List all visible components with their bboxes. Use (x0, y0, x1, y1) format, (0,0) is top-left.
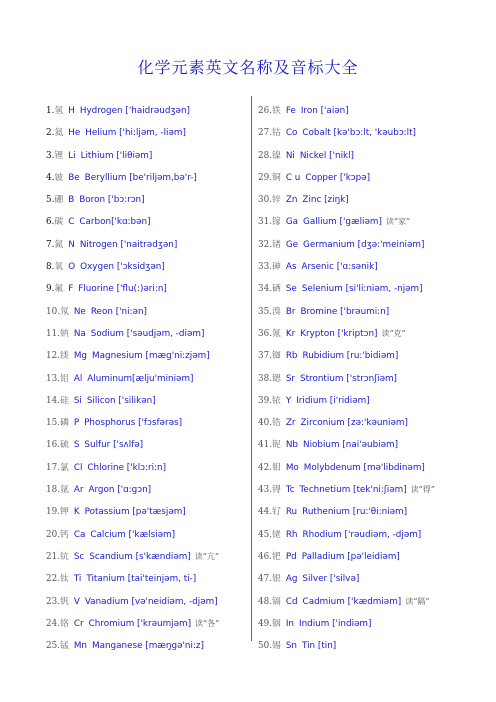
element-row (46, 211, 244, 233)
element-symbol: Sr (285, 373, 296, 384)
element-english-name: Hydrogen ['haidrəudʒən] (79, 106, 190, 116)
element-english-name: Titanium [tai'teinjəm, ti-] (86, 574, 197, 585)
element-row (46, 568, 244, 590)
element-row (258, 568, 463, 590)
element-number: 21. (46, 551, 60, 562)
element-number: 6. (46, 217, 55, 228)
element-english-name: Magnesium [mæg'ni:zjəm] (92, 351, 210, 362)
element-chinese-name: 氪 (272, 328, 281, 339)
element-number: 40. (258, 418, 272, 429)
element-symbol: V (73, 596, 80, 607)
element-chinese-name: 锂 (54, 150, 64, 161)
element-chinese-name: 氢 (54, 106, 64, 116)
element-chinese-name: 氦 (54, 128, 64, 139)
element-english-name: Copper ['kɔpə] (305, 172, 371, 183)
element-chinese-name: 锝 (272, 485, 281, 496)
element-row (258, 479, 463, 501)
element-chinese-name: 锌 (272, 195, 281, 206)
element-number: 12. (46, 351, 60, 362)
element-english-name: Technetium [tek'ni:ʃiəm] (299, 485, 407, 496)
element-english-name: Manganese [mæŋgə'ni:z] (91, 641, 204, 652)
element-row (46, 256, 244, 278)
element-english-name: Reon ['ni:ən] (90, 306, 147, 317)
element-number: 7. (46, 239, 55, 250)
element-symbol: Ru (285, 507, 298, 518)
element-english-name: Niobium [nai'əubiəm] (302, 440, 399, 451)
element-english-name: Rhodium ['rəudiəm, -djəm] (302, 529, 422, 540)
element-symbol: Be (68, 172, 80, 183)
element-symbol: Mg (73, 351, 87, 362)
element-chinese-name: 硒 (272, 284, 281, 295)
element-english-name: Krypton ['kriptɔn] (300, 328, 378, 339)
element-chinese-name: 铌 (272, 440, 281, 451)
element-chinese-name: 铁 (272, 106, 281, 116)
element-number: 30. (258, 195, 272, 206)
element-symbol: Ne (73, 306, 86, 317)
element-chinese-name: 镓 (272, 217, 281, 228)
element-row (46, 457, 244, 479)
element-english-name: Helium ['hi:ljəm, -liəm] (85, 128, 186, 139)
element-english-name: Zinc [ziŋk] (302, 195, 349, 206)
element-row (258, 301, 463, 323)
element-chinese-name: 氟 (54, 284, 64, 295)
element-row (46, 323, 244, 345)
element-symbol: Tc (285, 485, 295, 496)
element-row (46, 591, 244, 613)
element-number: 28. (258, 150, 272, 161)
element-symbol: C (68, 217, 75, 228)
element-symbol: Cr (73, 618, 84, 629)
element-chinese-name: 铝 (60, 373, 69, 384)
element-chinese-name: 铜 (272, 172, 281, 183)
element-chinese-name: 硫 (60, 440, 69, 451)
element-number: 31. (258, 217, 272, 228)
element-english-name: Nickel ['nikl] (299, 150, 354, 161)
element-symbol: Rh (285, 529, 298, 540)
element-row (46, 434, 244, 456)
element-symbol: B (68, 195, 75, 206)
element-chinese-name: 碳 (54, 217, 64, 228)
element-number: 23. (46, 596, 60, 607)
element-row (258, 100, 463, 122)
element-english-name: Molybdenum [mə'libdinəm] (303, 462, 425, 473)
element-chinese-name: 铱 (272, 395, 281, 406)
element-number: 35. (258, 306, 272, 317)
element-symbol: Na (73, 328, 86, 339)
element-row (258, 591, 463, 613)
element-row (46, 189, 244, 211)
element-number: 32. (258, 239, 272, 250)
element-row (258, 189, 463, 211)
element-english-name: Iridium [i'ridiəm] (296, 395, 370, 406)
element-list-right (258, 100, 463, 657)
element-chinese-name: 钯 (272, 551, 281, 562)
element-row (46, 122, 244, 144)
element-english-name: Chromium ['krəumjəm] (88, 618, 192, 629)
element-symbol: Ga (285, 217, 299, 228)
element-number: 37. (258, 351, 272, 362)
element-number: 47. (258, 574, 272, 585)
element-number: 22. (46, 574, 60, 585)
element-english-name: Palladium [pə'leidiəm] (301, 551, 400, 562)
element-row (258, 457, 463, 479)
element-number: 26. (258, 106, 272, 116)
element-row (258, 211, 463, 233)
element-english-name: Silver ['silvə] (302, 574, 360, 585)
element-chinese-name: 氮 (54, 239, 64, 250)
element-english-name: Potassium [pə'tæsjəm] (84, 507, 186, 518)
element-number: 42. (258, 462, 272, 473)
element-chinese-name: 镁 (60, 351, 69, 362)
element-number: 45. (258, 529, 272, 540)
element-chinese-name: 锶 (272, 373, 281, 384)
element-number: 49. (258, 618, 272, 629)
element-row (258, 234, 463, 256)
element-row (46, 613, 244, 635)
element-row (258, 368, 463, 390)
element-english-name: Scandium [s'kændiəm] (89, 551, 191, 562)
element-english-name: Bromine ['brəumi:n] (300, 306, 390, 317)
element-symbol: C u (285, 172, 301, 183)
element-chinese-name: 锡 (272, 641, 281, 652)
pronunciation-note: 读“亢” (194, 551, 219, 561)
element-english-name: Germanium [dʒə:'meiniəm] (303, 239, 425, 250)
element-chinese-name: 铍 (54, 172, 64, 183)
element-symbol: Ti (73, 574, 82, 585)
element-row (46, 167, 244, 189)
element-row (258, 122, 463, 144)
element-chinese-name: 钠 (60, 328, 69, 339)
element-symbol: P (73, 418, 80, 429)
element-number: 5. (46, 195, 55, 206)
element-number: 9. (46, 284, 55, 295)
element-number: 2. (46, 128, 55, 139)
element-symbol: Rb (285, 351, 298, 362)
element-number: 11. (46, 328, 60, 339)
element-row (258, 256, 463, 278)
element-number: 41. (258, 440, 272, 451)
element-chinese-name: 镍 (272, 150, 281, 161)
element-number: 46. (258, 551, 272, 562)
pronunciation-note: 读“各” (195, 618, 220, 628)
element-chinese-name: 氩 (60, 485, 69, 496)
element-chinese-name: 硅 (60, 395, 69, 406)
element-number: 15. (46, 418, 60, 429)
element-number: 25. (46, 641, 60, 652)
element-row (46, 524, 244, 546)
element-english-name: Indium ['indiəm] (298, 618, 372, 629)
element-english-name: Sulfur ['sʌlfə] (84, 440, 144, 451)
element-number: 43. (258, 485, 272, 496)
element-chinese-name: 铬 (60, 618, 69, 629)
element-row (46, 546, 244, 568)
element-chinese-name: 钙 (60, 529, 69, 540)
element-number: 48. (258, 596, 272, 607)
element-symbol: Ca (73, 529, 86, 540)
element-number: 33. (258, 262, 272, 273)
element-english-name: Phosphorus ['fɔsfərəs] (84, 418, 182, 429)
element-symbol: In (285, 618, 294, 629)
element-symbol: Zn (285, 195, 298, 206)
element-english-name: Selenium [si'li:niəm, -njəm] (301, 284, 423, 295)
pronunciation-note: 读“得” (410, 485, 435, 495)
element-row (46, 635, 244, 657)
element-symbol: As (285, 262, 297, 273)
element-symbol: Y (285, 395, 292, 406)
element-symbol: Mo (285, 462, 299, 473)
element-row (258, 145, 463, 167)
element-chinese-name: 铑 (272, 529, 281, 540)
element-chinese-name: 硼 (54, 195, 64, 206)
element-chinese-name: 钾 (60, 507, 69, 518)
element-chinese-name: 铟 (272, 618, 281, 629)
element-symbol: Sn (285, 641, 297, 652)
element-row (258, 635, 463, 657)
element-number: 14. (46, 395, 60, 406)
element-symbol: Ge (285, 239, 299, 250)
element-symbol: Kr (285, 328, 296, 339)
element-number: 36. (258, 328, 272, 339)
element-symbol: N (68, 239, 75, 250)
element-row (46, 301, 244, 323)
element-symbol: K (73, 507, 80, 518)
element-english-name: Silicon ['silikən] (86, 395, 156, 406)
element-symbol: Al (73, 373, 83, 384)
element-row (258, 167, 463, 189)
element-number: 44. (258, 507, 272, 518)
element-number: 4. (46, 172, 55, 183)
element-number: 16. (46, 440, 60, 451)
element-english-name: Carbon['kɑ:bən] (79, 217, 151, 228)
element-english-name: Chlorine ['klɔ:ri:n] (87, 462, 167, 473)
element-symbol: Nb (285, 440, 298, 451)
element-row (258, 434, 463, 456)
element-symbol: Sc (73, 551, 85, 562)
element-english-name: Strontium ['strɔnʃiəm] (300, 373, 397, 384)
element-row (46, 234, 244, 256)
element-chinese-name: 氯 (60, 462, 69, 473)
element-chinese-name: 锗 (272, 239, 281, 250)
pronunciation-note: 读“克” (381, 328, 406, 338)
element-row (46, 100, 244, 122)
element-row (258, 546, 463, 568)
element-chinese-name: 钒 (60, 596, 69, 607)
element-row (46, 479, 244, 501)
element-english-name: Rubidium [ru:'bidiəm] (302, 351, 399, 362)
element-english-name: Fluorine ['flu(:)əri:n] (78, 284, 167, 295)
element-english-name: Boron ['bɔ:rɔn] (79, 195, 145, 206)
element-row (258, 412, 463, 434)
element-number: 50. (258, 641, 272, 652)
element-symbol: Si (73, 395, 82, 406)
element-number: 39. (258, 395, 272, 406)
element-symbol: Fe (285, 106, 296, 116)
element-english-name: Calcium ['kælsiəm] (90, 529, 176, 540)
element-row (46, 501, 244, 523)
element-row (258, 390, 463, 412)
element-english-name: Gallium ['gæliəm] (303, 217, 382, 228)
element-row (258, 501, 463, 523)
element-symbol: Cl (73, 462, 83, 473)
element-number: 13. (46, 373, 60, 384)
element-chinese-name: 镉 (272, 596, 281, 607)
pronunciation-note: 读“家” (385, 217, 411, 227)
element-number: 17. (46, 462, 60, 473)
element-number: 1. (46, 106, 55, 116)
element-english-name: Tin [tin] (301, 641, 337, 652)
element-english-name: Cobalt [kə'bɔ:lt, 'kəubɔ:lt] (302, 128, 416, 139)
element-chinese-name: 溴 (272, 306, 281, 317)
element-number: 18. (46, 485, 60, 496)
element-english-name: Lithium ['liθiəm] (80, 150, 153, 161)
element-symbol: Ag (285, 574, 298, 585)
element-number: 29. (258, 172, 272, 183)
element-number: 10. (46, 306, 60, 317)
element-row (258, 278, 463, 300)
element-row (46, 368, 244, 390)
pronunciation-note: 读“隔” (405, 596, 430, 606)
element-chinese-name: 钪 (60, 551, 69, 562)
element-chinese-name: 氧 (54, 262, 64, 273)
element-english-name: Oxygen ['ɔksidʒən] (80, 262, 165, 273)
element-symbol: H (68, 106, 75, 116)
element-symbol: S (73, 440, 80, 451)
element-number: 38. (258, 373, 272, 384)
element-row (46, 390, 244, 412)
element-english-name: Argon ['ɑ:gɔn] (88, 485, 152, 496)
element-number: 34. (258, 284, 272, 295)
element-english-name: Aluminum[ælju'miniəm] (87, 373, 194, 384)
element-english-name: Ruthenium [ru:'θi:niəm] (302, 507, 408, 518)
element-row (258, 345, 463, 367)
element-symbol: Mn (73, 641, 87, 652)
element-chinese-name: 锰 (60, 641, 69, 652)
element-number: 24. (46, 618, 60, 629)
element-list-left (46, 100, 244, 657)
element-row (46, 345, 244, 367)
element-symbol: Co (285, 128, 298, 139)
element-number: 27. (258, 128, 272, 139)
element-row (258, 323, 463, 345)
element-english-name: Zirconium [zə:'kəuniəm] (300, 418, 408, 429)
element-symbol: Pd (285, 551, 297, 562)
element-symbol: Zr (285, 418, 296, 429)
page-title: 化学元素英文名称及音标大全 (137, 58, 359, 77)
element-symbol: F (68, 284, 74, 295)
element-row (46, 278, 244, 300)
element-chinese-name: 锆 (272, 418, 281, 429)
element-chinese-name: 钴 (272, 128, 281, 139)
element-english-name: Nitrogen ['naitrədʒən] (79, 239, 178, 250)
element-symbol: Ni (285, 150, 295, 161)
element-symbol: Ar (73, 485, 84, 496)
element-chinese-name: 钼 (272, 462, 281, 473)
element-symbol: He (68, 128, 81, 139)
element-row (46, 145, 244, 167)
element-number: 8. (46, 262, 55, 273)
element-symbol: O (68, 262, 76, 273)
element-number: 3. (46, 150, 55, 161)
element-chinese-name: 氖 (60, 306, 69, 317)
element-symbol: Li (68, 150, 76, 161)
element-row (258, 524, 463, 546)
element-chinese-name: 钛 (60, 574, 69, 585)
element-english-name: Iron ['aiən] (300, 106, 349, 116)
element-english-name: Beryllium [be'riljəm,bə'r-] (84, 172, 197, 183)
element-symbol: Br (285, 306, 296, 317)
element-english-name: Sodium ['səudjəm, -diəm] (90, 328, 205, 339)
column-divider (251, 96, 252, 641)
element-english-name: Vanadium [və'neidiəm, -djəm] (84, 596, 218, 607)
element-english-name: Arsenic ['ɑ:sənik] (301, 262, 378, 273)
element-chinese-name: 磷 (60, 418, 69, 429)
element-chinese-name: 钌 (272, 507, 281, 518)
element-symbol: Se (285, 284, 297, 295)
element-chinese-name: 银 (272, 574, 281, 585)
element-number: 20. (46, 529, 60, 540)
element-english-name: Cadmium ['kædmiəm] (302, 596, 402, 607)
element-chinese-name: 铷 (272, 351, 281, 362)
element-chinese-name: 砷 (272, 262, 281, 273)
element-symbol: Cd (285, 596, 298, 607)
element-row (258, 613, 463, 635)
element-row (46, 412, 244, 434)
element-number: 19. (46, 507, 60, 518)
